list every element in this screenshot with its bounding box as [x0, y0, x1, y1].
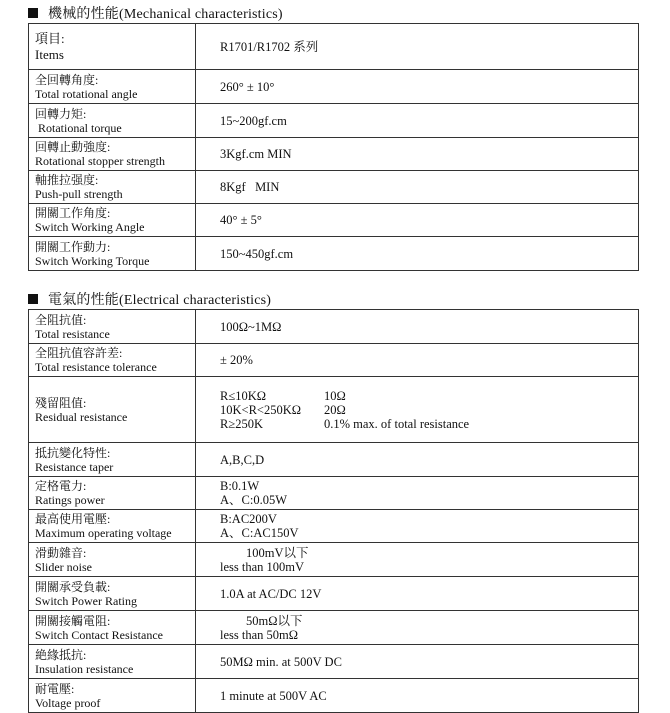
row-label-zh: 全回轉角度: — [35, 72, 99, 87]
row-label-zh: 回轉止動強度: — [35, 140, 111, 154]
row-value: ± 20% — [196, 344, 639, 377]
row-value: 40° ± 5° — [196, 204, 639, 237]
row-label-zh: 耐電壓: — [35, 681, 75, 696]
row-label-zh: 定格電力: — [35, 479, 87, 493]
row-label-en: Insulation resistance — [35, 661, 134, 676]
table-row — [29, 138, 639, 171]
mechanical-section-title — [28, 3, 283, 23]
row-value: 1.0A at AC/DC 12V — [196, 577, 639, 611]
row-value: A,B,C,D — [196, 443, 639, 477]
electrical-title-text: 電氣的性能(Electrical characteristics) — [48, 293, 272, 308]
row-label-zh: 開關工作動力: — [35, 239, 111, 254]
row-label-en: Switch Power Rating — [35, 593, 137, 608]
row-value: 8Kgf MIN — [196, 171, 639, 204]
row-label-zh: 最高使用電壓: — [35, 512, 111, 526]
residual-value: 0.1% max. of total resistance — [324, 416, 470, 431]
row-label-en: Maximum operating voltage — [35, 526, 172, 540]
row-label-zh: 滑動雜音: — [35, 545, 87, 560]
row-label-en: Total resistance tolerance — [35, 360, 157, 374]
table-row — [29, 70, 639, 104]
square-bullet-icon — [28, 294, 38, 304]
residual-value: 20Ω — [324, 402, 346, 417]
row-value: 3Kgf.cm MIN — [196, 138, 639, 171]
row-label-en: Total rotational angle — [35, 86, 138, 101]
row-label-en: Total resistance — [35, 326, 110, 341]
row-value: 150~450gf.cm — [196, 237, 639, 271]
row-label-zh: 開關工作角度: — [35, 206, 111, 220]
table-row — [29, 104, 639, 138]
row-label-en: Rotational stopper strength — [35, 154, 165, 168]
table-row — [29, 237, 639, 271]
row-label-en: Switch Working Angle — [35, 220, 145, 234]
row-label-en: Ratings power — [35, 493, 105, 507]
electrical-table — [28, 309, 639, 713]
row-value-line: 50mΩ以下 — [246, 613, 303, 628]
row-label-zh: 抵抗變化特性: — [35, 445, 111, 460]
row-label-zh: 殘留阻值: — [35, 395, 87, 410]
residual-condition: R≤10KΩ — [220, 388, 267, 403]
table-row — [29, 204, 639, 237]
table-row — [29, 377, 639, 443]
row-label-en: Resistance taper — [35, 459, 114, 474]
residual-line — [220, 389, 638, 403]
row-value: 260° ± 10° — [196, 70, 639, 104]
table-row — [29, 577, 639, 611]
row-label-en: Slider noise — [35, 559, 92, 574]
residual-value: 10Ω — [324, 388, 346, 403]
row-value-line: less than 100mV — [220, 559, 305, 574]
row-value-line: B:0.1W — [220, 479, 260, 493]
square-bullet-icon — [28, 8, 38, 18]
table-row — [29, 611, 639, 645]
row-value: 100Ω~1MΩ — [196, 310, 639, 344]
row-label-zh: 回轉力矩: — [35, 106, 87, 121]
mechanical-title-text: 機械的性能(Mechanical characteristics) — [48, 7, 283, 22]
row-value-line: A、C:AC150V — [220, 526, 299, 540]
row-value-line: A、C:0.05W — [220, 493, 288, 507]
row-value-line: B:AC200V — [220, 512, 277, 526]
table-row — [29, 24, 639, 70]
table-row — [29, 543, 639, 577]
row-label-en: Rotational torque — [35, 120, 122, 135]
row-value-line: 100mV以下 — [246, 545, 309, 560]
row-value-line: less than 50mΩ — [220, 627, 299, 642]
residual-line — [220, 403, 638, 417]
row-label-en: Push-pull strength — [35, 187, 123, 201]
table-row — [29, 344, 639, 377]
row-label-en: Switch Contact Resistance — [35, 627, 163, 642]
items-header-cell — [29, 24, 196, 70]
table-row — [29, 443, 639, 477]
row-label-en: Residual resistance — [35, 409, 128, 424]
row-label-en: Switch Working Torque — [35, 253, 150, 268]
row-label-zh: 絶緣抵抗: — [35, 647, 87, 662]
table-row — [29, 310, 639, 344]
residual-values — [196, 377, 639, 443]
mechanical-table — [28, 23, 639, 271]
residual-condition: 10K<R<250KΩ — [220, 402, 302, 417]
row-label-zh: 全阻抗值容許差: — [35, 346, 123, 360]
items-header-zh: 項目: — [35, 30, 65, 46]
row-label-zh: 開關承受負載: — [35, 579, 111, 594]
series-header: R1701/R1702 系列 — [196, 24, 639, 70]
row-value: 1 minute at 500V AC — [196, 679, 639, 713]
table-row — [29, 171, 639, 204]
row-value: 15~200gf.cm — [196, 104, 639, 138]
row-value: 50MΩ min. at 500V DC — [196, 645, 639, 679]
items-header-en: Items — [35, 46, 64, 62]
residual-condition: R≥250K — [220, 416, 263, 431]
table-row — [29, 477, 639, 510]
row-label-zh: 全阻抗值: — [35, 312, 87, 327]
row-label-en: Voltage proof — [35, 695, 101, 710]
table-row — [29, 679, 639, 713]
row-label-zh: 軸推拉强度: — [35, 173, 99, 187]
row-label-zh: 開關接觸電阻: — [35, 613, 111, 628]
residual-line — [220, 417, 638, 431]
table-row — [29, 510, 639, 543]
electrical-section-title — [28, 289, 271, 309]
table-row — [29, 645, 639, 679]
